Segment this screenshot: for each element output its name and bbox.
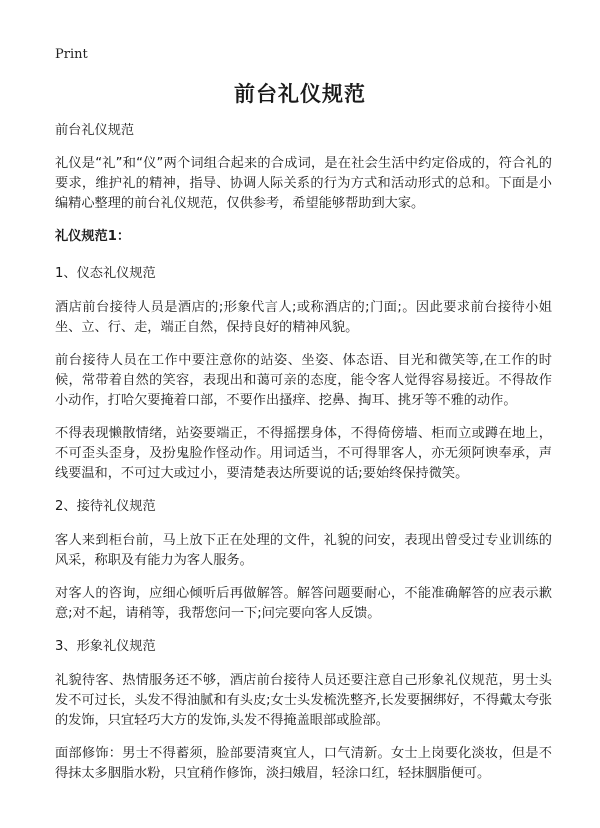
section-title: 礼仪规范1：: [55, 229, 131, 244]
page-title: 前台礼仪规范: [234, 82, 366, 106]
article-body: [55, 121, 552, 797]
article-subtitle: 前台礼仪规范: [55, 123, 135, 138]
paragraph: 酒店前台接待人员是酒店的;形象代言人;或称酒店的;门面;。因此要求前台接待小姐坐、立、行、走，端正自然，保持良好的精神风貌。: [55, 300, 552, 335]
print-link[interactable]: Print: [55, 47, 88, 62]
part-heading-posture: 1、仪态礼仪规范: [55, 266, 156, 281]
part-heading-reception: 2、接待礼仪规范: [55, 499, 156, 514]
paragraph: 不得表现懒散情绪，站姿要端正，不得摇摆身体，不得倚傍墙、柜而立或蹲在地上，不可歪头歪身，及扮鬼脸作怪动作。用词适当，不可得罪客人，亦无须阿谀奉承，声线要温和，不可过大或过小，要清楚表达所要说的话;要始终保持微笑。: [55, 426, 552, 481]
paragraph: 前台接待人员在工作中要注意你的站姿、坐姿、体态语、目光和微笑等,在工作的时候，常带着自然的笑容，表现出和蔼可亲的态度，能令客人觉得容易接近。不得故作小动作，打哈欠要掩着口部，不要作出搔痒、挖鼻、掏耳、挑牙等不雅的动作。: [55, 353, 552, 408]
paragraph: 对客人的咨询，应细心倾听后再做解答。解答问题要耐心，不能准确解答的应表示歉意;对不起，请稍等，我帮您问一下;问完要向客人反馈。: [55, 586, 552, 621]
paragraph: 礼貌待客、热情服务还不够，酒店前台接待人员还要注意自己形象礼仪规范，男士头发不可过长，头发不得油腻和有头皮;女士头发梳洗整齐,长发要捆绑好，不得戴太夸张的发饰，只宜轻巧大方的发饰,头发不得掩盖眼部或脸部。: [55, 673, 552, 728]
intro-paragraph: 礼仪是“礼”和“仪”两个词组合起来的合成词，是在社会生活中约定俗成的，符合礼的要求，维护礼的精神，指导、协调人际关系的行为方式和活动形式的总和。下面是小编精心整理的前台礼仪规范，仅供参考，希望能够帮助到大家。: [55, 156, 552, 211]
paragraph: 客人来到柜台前，马上放下正在处理的文件，礼貌的问安，表现出曾受过专业训练的风采，称职及有能力为客人服务。: [55, 533, 552, 568]
paragraph: 面部修饰：男士不得蓄须，脸部要清爽宜人，口气清新。女士上岗要化淡妆，但是不得抹太多胭脂水粉，只宜稍作修饰，淡扫娥眉，轻涂口红，轻抹胭脂便可。: [55, 746, 552, 781]
part-heading-appearance: 3、形象礼仪规范: [55, 639, 156, 654]
